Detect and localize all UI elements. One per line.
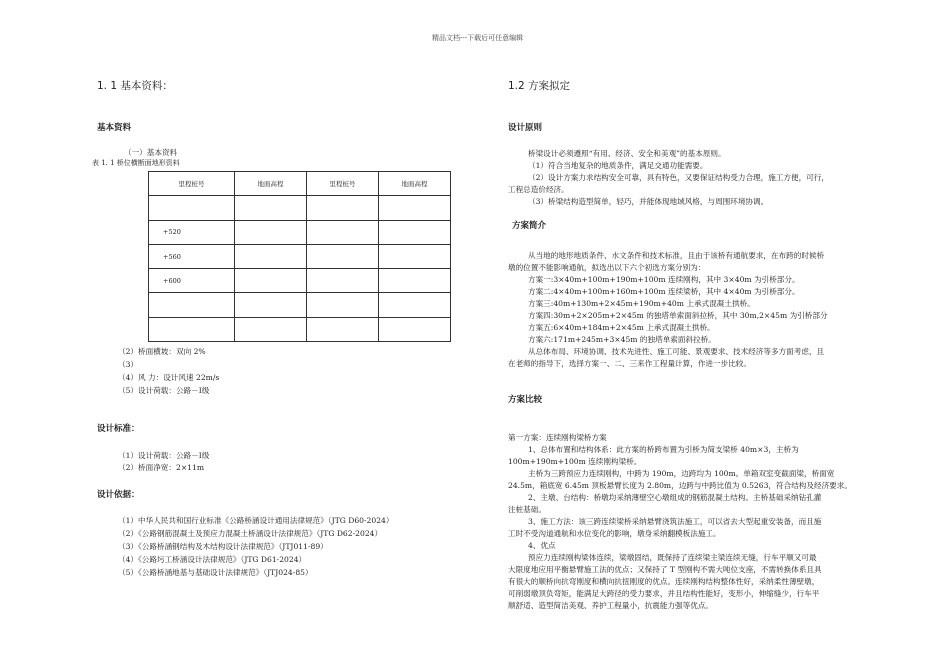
heading-design-principle: 设计原则 <box>508 123 543 133</box>
basis-item: （3）《公路桥涵钢结构及木结构设计法律规范》（JTJ011-89） <box>118 542 328 551</box>
table-cell <box>307 196 379 220</box>
table-header-cell: 里程桩号 <box>149 172 235 196</box>
table-cell <box>149 196 235 220</box>
page-header: 精品文档---下载后可任意编辑 <box>432 34 524 42</box>
intro-line: 方案三:40m+130m+2×45m+190m+40m 上承式混凝土拱桥。 <box>528 299 755 308</box>
compare-line: 2、主墩、台结构：桥墩均采纳薄壁空心墩组成的钢筋混凝土结构。主桥基础采纳钻孔灌 <box>528 493 822 502</box>
table-cell <box>307 244 379 268</box>
table-cell <box>307 269 379 293</box>
basis-item: （4）《公路圬工桥涵设计法律规范》（JTG D61-2024） <box>118 555 307 564</box>
compare-line: 24.5m，箱底宽 6.45m 顶板悬臂长度为 2.80m，边跨与中跨比值为 0.5263，符合结构及经济要求。 <box>508 481 852 490</box>
table-cell: +560 <box>149 244 235 268</box>
intro-line: 方案二:4×40m+100m+160m+100m 连续梁桥，其中 4×40m 为引桥部分。 <box>528 287 800 296</box>
table-header-cell: 地面高程 <box>379 172 451 196</box>
table-caption: 表 1. 1 桥位横断面地形资料 <box>92 159 180 167</box>
table-cell <box>235 293 307 317</box>
compare-line: 工时不受沟道通航和水位变化的影响，墩身采纳翻模板法施工。 <box>508 529 721 538</box>
heading-design-standard: 设计标准： <box>97 424 140 434</box>
intro-line: 从总体布局、环境协调、技术先进性、施工可能、景观要求、技术经济等多方面考虑，且 <box>528 347 825 356</box>
compare-line: 主桥为三跨预应力连续刚构，中跨为 190m，边跨均为 100m。单箱双室变截面梁，桥面宽 <box>528 469 835 478</box>
heading-basic-info: 基本资料 <box>97 123 132 133</box>
section-title-basic: 1. 1 基本资料： <box>97 80 173 92</box>
sub-heading-basic: （一）基本资料 <box>124 148 178 157</box>
table-cell <box>307 293 379 317</box>
compare-line: 4、优点 <box>528 541 556 550</box>
table-cell <box>235 196 307 220</box>
table-header-row <box>149 172 451 196</box>
table-cell <box>149 317 235 341</box>
table-cell <box>235 317 307 341</box>
table-cell <box>235 220 307 244</box>
basis-item: （2）《公路钢筋混凝土及预应力混凝土桥涵设计法律规范》（JTG D62-2024） <box>118 529 383 538</box>
item-cross-slope: （2）桥面横坡：双向 2% <box>118 347 206 356</box>
table-cell <box>379 293 451 317</box>
standard-item: （2）桥面净宽：2×11m <box>118 463 205 472</box>
compare-line: 3、施工方法：该三跨连续梁桥采纳悬臂浇筑法施工，可以省去大型起重安装备，而且施 <box>528 517 822 526</box>
item-wind: （4）风 力：设计风速 22m/s <box>118 373 220 382</box>
table-cell <box>379 269 451 293</box>
table-cell <box>149 293 235 317</box>
table-cell: +600 <box>149 269 235 293</box>
table-cell <box>235 244 307 268</box>
table-cell <box>379 317 451 341</box>
principle-line: （1）符合当地复杂的地质条件，满足交通功能需要。 <box>528 161 708 170</box>
intro-line: 方案五:6×40m+184m+2×45m 上承式混凝土拱桥。 <box>528 323 715 332</box>
intro-line: 方案四:30m+2×205m+2×45m 的独塔单索面斜拉桥，其中 30m,2×45m 为引桥部分 <box>528 311 828 320</box>
table-cell <box>307 317 379 341</box>
heading-design-basis: 设计依据： <box>97 490 140 500</box>
table-header-cell: 地面高程 <box>235 172 307 196</box>
heading-scheme-intro: 方案简介 <box>512 221 547 231</box>
intro-line: 从当地的地形地质条件、水文条件和技术标准，且由于该桥有通航要求，在布跨的时候桥 <box>528 251 825 260</box>
table-cell <box>379 220 451 244</box>
table-row <box>149 220 451 244</box>
table-cell <box>307 220 379 244</box>
intro-line: 方案六:171m+245m+3×45m 的独塔单索面斜拉桥。 <box>528 335 716 344</box>
table-header-cell: 里程桩号 <box>307 172 379 196</box>
item-3: （3） <box>118 360 139 369</box>
principle-line: （2）设计方案力求结构安全可靠，具有特色，又要保证结构受力合理，施工方便，可行， <box>528 173 829 182</box>
standard-item: （1）设计荷载：公路－Ⅰ级 <box>118 451 210 460</box>
intro-line: 墩的位置不能影响通航，拟选出以下六个初选方案分别为： <box>508 263 706 272</box>
compare-line: 有很大的顺桥向抗弯刚度和横向抗扭刚度的优点。连续刚构结构整体性好，采纳柔性薄壁墩， <box>508 577 820 586</box>
compare-line: 顺舒适、造型简洁美观、养护工程量小，抗震能力强等优点。 <box>508 601 714 610</box>
intro-line: 在老师的指导下，选择方案一、二、三来作工程量计算，作进一步比较。 <box>508 359 751 368</box>
intro-line: 方案一:3×40m+100m+190m+100m 连续刚构，其中 3×40m 为引桥部分。 <box>528 275 800 284</box>
table-cell <box>379 244 451 268</box>
terrain-table <box>148 171 451 342</box>
heading-scheme-compare: 方案比较 <box>508 395 543 405</box>
compare-line: 100m+190m+100m 连续刚构梁桥。 <box>508 457 642 466</box>
table-cell: +520 <box>149 220 235 244</box>
section-title-scheme: 1.2 方案拟定 <box>508 80 571 92</box>
table-cell <box>235 269 307 293</box>
compare-line: 1、总体布置和结构体系：此方案的桥跨布置为引桥为简支梁桥 40m×3，主桥为 <box>528 445 799 454</box>
table-row <box>149 244 451 268</box>
item-load: （5）设计荷载：公路－Ⅰ级 <box>118 386 210 395</box>
compare-line: 注桩基础。 <box>508 505 546 514</box>
table-row <box>149 196 451 220</box>
compare-line: 可削弱墩顶负弯矩，能满足大跨径的受力要求，并且结构性能好，变形小，伸缩缝少，行车平 <box>508 589 820 598</box>
basis-item: （1）中华人民共和国行业标准《公路桥涵设计通用法律规范》（JTG D60-2024） <box>118 516 394 525</box>
table-row <box>149 293 451 317</box>
basis-item: （5）《公路桥涵地基与基础设计法律规范》（JTJ024-85） <box>118 568 313 577</box>
table-row <box>149 317 451 341</box>
table-cell <box>379 196 451 220</box>
principle-line: 桥梁设计必须遵照“有用、经济、安全和美观”的基本原则。 <box>528 149 726 158</box>
compare-line: 第一方案：连续刚构梁桥方案 <box>508 433 607 442</box>
table-row <box>149 269 451 293</box>
principle-line: 工程总造价经济。 <box>508 185 569 194</box>
principle-line: （3）桥梁结构造型简单，轻巧，并能体现地域风格，与周围环境协调。 <box>528 197 769 206</box>
compare-line: 预应力连续刚构梁体连续，梁墩固结，既保持了连续梁主梁连续无缝，行车平顺又可最 <box>528 553 817 562</box>
compare-line: 大限度地应用平衡悬臂施工法的优点；又保持了 T 型刚构不需大吨位支座，不需转换体系且具 <box>508 565 822 574</box>
